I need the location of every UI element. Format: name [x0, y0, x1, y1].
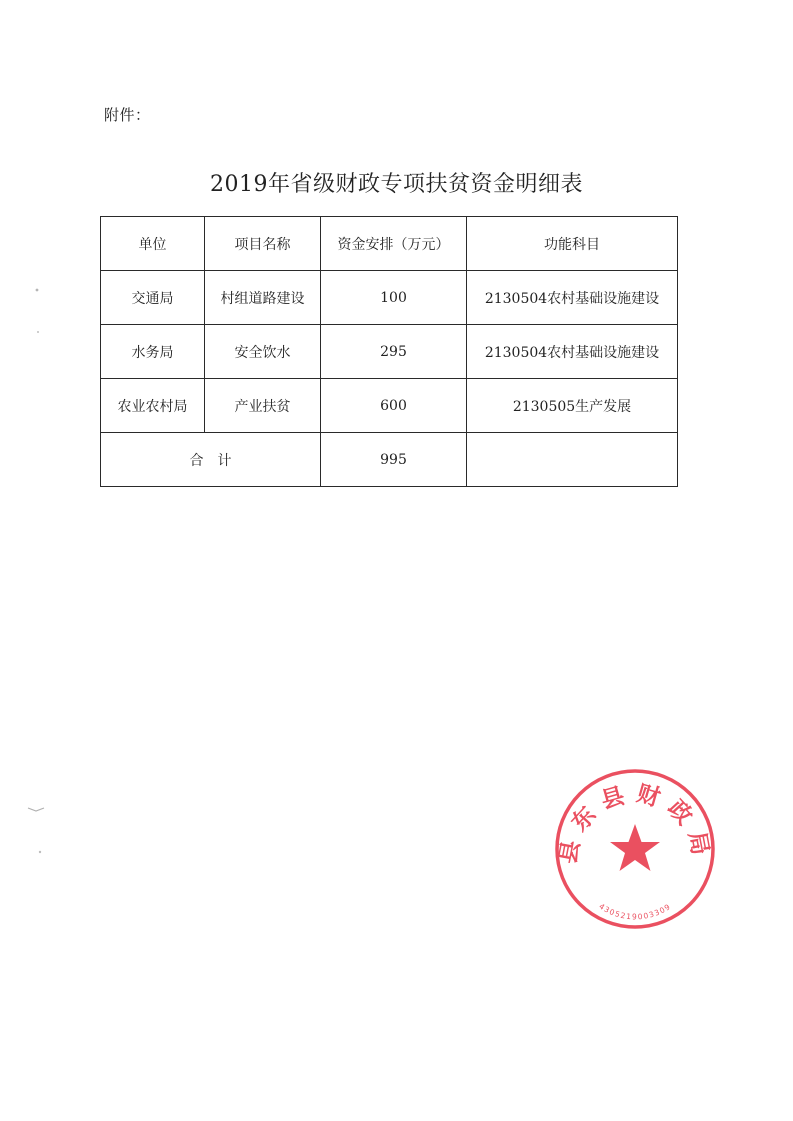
- seal-star-icon: [610, 824, 660, 871]
- seal-text: 县东县财政局: [554, 779, 716, 866]
- header-subject: 功能科目: [467, 217, 678, 271]
- table-total-row: [101, 433, 678, 487]
- cell-subject: 2130504农村基础设施建设: [467, 271, 678, 325]
- cell-project: 村组道路建设: [205, 271, 321, 325]
- cell-unit: 农业农村局: [101, 379, 205, 433]
- header-amount: 资金安排（万元）: [321, 217, 467, 271]
- total-amount: 995: [321, 433, 467, 487]
- document-title: 2019年省级财政专项扶贫资金明细表: [210, 172, 583, 197]
- cell-project: 产业扶贫: [205, 379, 321, 433]
- cell-project: 安全饮水: [205, 325, 321, 379]
- official-seal-stamp: [552, 766, 718, 932]
- table-row: [101, 271, 678, 325]
- seal-number: 4305219003309: [597, 901, 673, 922]
- cell-amount: 295: [321, 325, 467, 379]
- cell-unit: 水务局: [101, 325, 205, 379]
- table-header-row: [101, 217, 678, 271]
- attachment-label: 附件：: [104, 106, 151, 124]
- cell-amount: 600: [321, 379, 467, 433]
- cell-amount: 100: [321, 271, 467, 325]
- header-unit: 单位: [101, 217, 205, 271]
- cell-unit: 交通局: [101, 271, 205, 325]
- total-label: 合 计: [101, 433, 321, 487]
- cell-subject: 2130505生产发展: [467, 379, 678, 433]
- fund-detail-table: [100, 216, 678, 487]
- total-subject: [467, 433, 678, 487]
- header-project: 项目名称: [205, 217, 321, 271]
- table-row: [101, 325, 678, 379]
- table-row: [101, 379, 678, 433]
- cell-subject: 2130504农村基础设施建设: [467, 325, 678, 379]
